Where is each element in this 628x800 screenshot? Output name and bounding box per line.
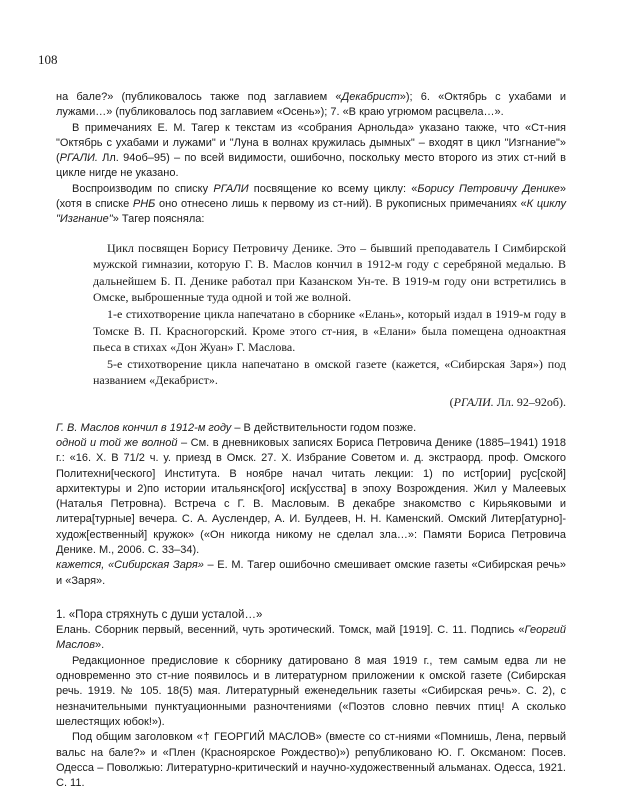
text-run: Воспроизводим по списку bbox=[72, 182, 214, 195]
paragraph-cycle-list bbox=[56, 90, 566, 121]
text-run: на бале?» (публиковалось также под заглавием « bbox=[56, 91, 342, 103]
text-run: оно отнесено лишь к первому из ст-ний). В рукописных примечаниях « bbox=[155, 198, 527, 211]
text-run: Лл. 94об–95) – по всей видимости, ошибочно, поскольку место второго из этих ст-ний в цикле нигде не указано. bbox=[56, 152, 566, 180]
text-run: Елань. Сборник первый, весенний, чуть эротический. Томск, май [1919]. С. 11. Подпись « bbox=[56, 624, 525, 637]
quote-paragraph: 5-е стихотворение цикла напечатано в омской газете (кажется, «Сибирская Заря») под названием «Декабрист». bbox=[93, 356, 566, 388]
italic-title: К циклу "Изгнание" bbox=[56, 198, 567, 226]
signature-name: Георгий Маслов bbox=[56, 624, 566, 652]
page-body bbox=[56, 90, 566, 791]
note-lemma: Г. В. Маслов кончил в 1912-м году bbox=[56, 421, 232, 434]
archive-abbrev: РГАЛИ. bbox=[453, 395, 494, 410]
quote-paragraph: Цикл посвящен Борису Петровичу Денике. Это – бывший преподаватель I Симбирской мужской гимназии, которую Г. В. Маслов кончил в 1912-м году с серебряной медалью. В дальнейшем Б. П. Денике работал при Казанском Ун-те. В 1919-м году они встретились в Омске, выброшенные туда одной и той же волной. bbox=[93, 240, 566, 305]
quote-paragraph: 1-е стихотворение цикла напечатано в сборнике «Елань», который издал в 1919-м году в Томске В. П. Красногорский. Кроме этого ст-ния, в «Елани» была помещена одноактная пьеса в стихах «Дон Жуан» Г. Маслова. bbox=[93, 307, 566, 355]
archive-abbrev: РНБ bbox=[132, 198, 156, 211]
note-newspaper bbox=[56, 558, 566, 589]
text-run: » Тагер поясняла: bbox=[112, 213, 205, 226]
paragraph-tager-notes bbox=[56, 121, 566, 182]
dedication-name: Борису Петровичу Денике bbox=[417, 182, 560, 195]
text-run: – В действительности годом позже. bbox=[231, 421, 417, 434]
archive-abbrev: РГАЛИ bbox=[213, 182, 249, 195]
italic-title: Декабрист bbox=[341, 91, 400, 103]
note-same-wave bbox=[56, 436, 566, 558]
quote-source: (РГАЛИ. Лл. 92–92об). bbox=[449, 395, 566, 410]
text-run: ». bbox=[94, 639, 105, 652]
text-run: – См. в дневниковых записях Бориса Петровича Денике (1885–1941) 1918 г.: «16. X. В 71/2 ч. у. приезд в Омск. 27. X. Избрание Советом и. д. экстраорд. проф. Омского Политехни[ческого] Института. В ноябре начал читать лекции: 1) по ист[ории] рус[ской] архитектуры и 2)по истории итальянск[ого] иск[усства] в эпоху Возрождения. Жил у Малеевых (Наталья Петровна). Встреча с Г. В. Масловым. В декабре знакомство с Кирьяковыми и литера[турные] вечера. С. А. Ауслендер, А. И. Булдеев, Н. Н. Каменский. Омский Литер[атурно]-худож[ественный] кружок» («Он никогда никому не сделал зла…»: Памяти Бориса Петровича Денике. М., 2006. С. 33–34). bbox=[56, 436, 566, 556]
archive-abbrev: РГАЛИ. bbox=[59, 152, 98, 165]
section-heading: 1. «Пора стряхнуть с души усталой…» bbox=[56, 608, 263, 621]
text-run: Лл. 92–92об). bbox=[493, 395, 566, 410]
text-run: »); 6. «Октябрь с ухабами и лужами…» (публиковалось под заглавием «Осень»); 7. «В краю угрюмом расцвела…». bbox=[56, 91, 566, 119]
note-maslov-graduation bbox=[56, 421, 566, 436]
text-run: В примечаниях Е. М. Тагер к текстам из «собрания Арнольда» указано также, что «Ст-ния "Октябрь с ухабами и лужами" и "Луна в волнах кружилась дымных" – входят в цикл "Изгнание"» ( bbox=[56, 121, 566, 165]
section-paragraph: Редакционное предисловие к сборнику датировано 8 мая 1919 г., тем самым едва ли не одновременно это ст-ние появилось и в литературном приложении к омской газете (Сибирская речь. 1919. № 105. 18(5) мая. Литературный еженедельник газеты «Сибирская речь». С. 2), с незначительными пунктуационными разночтениями («Поэтов словно певчих птиц! А сколько шелестящих юбок!»). bbox=[56, 654, 566, 728]
block-quote bbox=[93, 240, 566, 411]
text-run: – Е. М. Тагер ошибочно смешивает омские газеты «Сибирская речь» и «Заря». bbox=[56, 559, 566, 587]
text-run: » (хотя в списке bbox=[56, 182, 567, 211]
paragraph-dedication bbox=[56, 182, 566, 228]
note-lemma: кажется, «Сибирская Заря» bbox=[56, 559, 204, 572]
note-lemma: одной и той же волной bbox=[56, 436, 178, 449]
page-number: 108 bbox=[38, 52, 58, 67]
section-paragraph: Под общим заголовком «† ГЕОРГИЙ МАСЛОВ» (вместе со ст-ниями «Помнишь, Лена, первый вальс на бале?» и «Плен (Красноярское Рождество)») републиковано Ю. Г. Оксманом: Посев. Одесса – Поволжью: Литературно-критический и научно-художественный альманах. Одесса, 1921. С. 11. bbox=[56, 731, 566, 790]
section-source bbox=[56, 623, 566, 654]
text-run: посвящение ко всему циклу: « bbox=[248, 182, 418, 195]
